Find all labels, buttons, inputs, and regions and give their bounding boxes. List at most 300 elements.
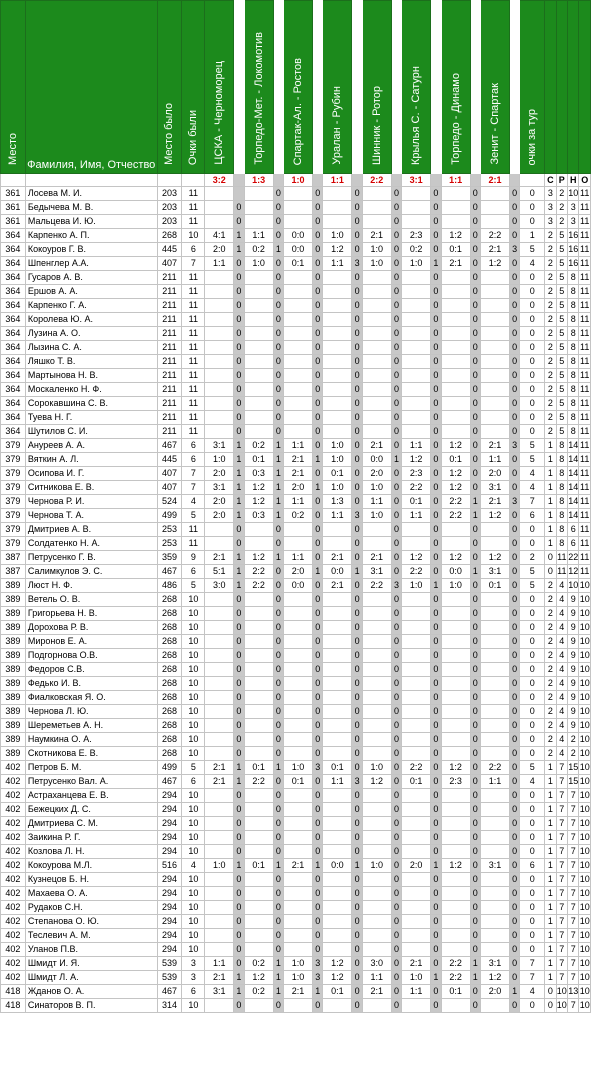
cell-prediction (441, 691, 470, 705)
cell-name: Григорьева Н. В. (25, 607, 157, 621)
cell-prediction (284, 621, 313, 635)
cell-match-points: 0 (352, 803, 362, 817)
header-row (1, 1, 591, 174)
cell-match-points: 0 (234, 313, 244, 327)
cell-stat: 3 (545, 187, 556, 201)
cell-match-points: 0 (509, 257, 519, 271)
cell-mesto: 402 (1, 831, 26, 845)
cell-stat: 2 (556, 201, 567, 215)
cell-name: Дорохова Р. В. (25, 621, 157, 635)
cell-ochki-byli: 7 (182, 257, 205, 271)
cell-mesto: 389 (1, 677, 26, 691)
cell-stat: 5 (556, 313, 567, 327)
cell-stat: 5 (556, 369, 567, 383)
cell-mesto-bylo: 407 (157, 481, 182, 495)
cell-prediction (480, 873, 509, 887)
cell-stat: 5 (556, 411, 567, 425)
cell-match-points: 0 (391, 845, 401, 859)
cell-prediction (284, 271, 313, 285)
cell-match-points: 1 (234, 481, 244, 495)
cell-stat: 7 (568, 887, 579, 901)
cell-stat: 2 (545, 635, 556, 649)
cell-stat: 9 (568, 677, 579, 691)
cell-prediction (362, 803, 391, 817)
cell-match-points: 0 (313, 215, 323, 229)
cell-ochki-byli: 7 (182, 467, 205, 481)
cell-match-points: 0 (431, 229, 441, 243)
cell-match-points: 0 (431, 425, 441, 439)
cell-prediction (244, 803, 273, 817)
cell-mesto-bylo: 294 (157, 929, 182, 943)
cell-prediction (402, 411, 431, 425)
cell-ochki-byli: 10 (182, 677, 205, 691)
table-row (1, 285, 591, 299)
cell-match-points: 0 (313, 747, 323, 761)
cell-prediction: 0:3 (244, 509, 273, 523)
table-row (1, 495, 591, 509)
cell-prediction (441, 327, 470, 341)
cell-stat: 11 (579, 369, 591, 383)
cell-match-points: 0 (470, 789, 480, 803)
cell-match-points: 0 (431, 621, 441, 635)
header-stat-n (568, 1, 579, 174)
cell-stat: 1 (545, 761, 556, 775)
cell-ochki-byli: 6 (182, 243, 205, 257)
cell-match-points: 0 (273, 831, 283, 845)
cell-ochki-byli: 10 (182, 845, 205, 859)
cell-stat: 13 (568, 985, 579, 999)
cell-prediction: 3:0 (362, 957, 391, 971)
table-row (1, 733, 591, 747)
cell-prediction (402, 929, 431, 943)
cell-mesto: 379 (1, 439, 26, 453)
cell-match-points: 0 (273, 929, 283, 943)
cell-name: Чернова Л. Ю. (25, 705, 157, 719)
cell-prediction (480, 313, 509, 327)
cell-ochki-byli: 10 (182, 789, 205, 803)
cell-prediction (323, 705, 352, 719)
cell-match-points: 0 (431, 901, 441, 915)
cell-prediction (323, 621, 352, 635)
cell-match-points: 0 (273, 915, 283, 929)
cell-prediction (323, 369, 352, 383)
cell-prediction (441, 383, 470, 397)
cell-prediction: 0:1 (402, 495, 431, 509)
cell-prediction (284, 327, 313, 341)
cell-ochki-za-tur: 6 (520, 509, 545, 523)
cell-prediction (323, 901, 352, 915)
cell-prediction (480, 397, 509, 411)
cell-prediction (362, 747, 391, 761)
cell-prediction (284, 705, 313, 719)
cell-stat: 11 (579, 215, 591, 229)
cell-prediction (402, 803, 431, 817)
cell-stat: 14 (568, 495, 579, 509)
cell-match-points: 0 (352, 537, 362, 551)
cell-mesto-bylo: 268 (157, 229, 182, 243)
table-row (1, 229, 591, 243)
cell-prediction (480, 523, 509, 537)
cell-match-points: 0 (509, 341, 519, 355)
cell-stat: 11 (556, 565, 567, 579)
cell-stat: 7 (568, 831, 579, 845)
cell-stat: 1 (545, 873, 556, 887)
cell-match-points: 0 (273, 733, 283, 747)
cell-prediction: 2:0 (205, 495, 234, 509)
cell-match-points: 0 (431, 341, 441, 355)
cell-stat: 11 (579, 201, 591, 215)
cell-prediction: 1:0 (244, 257, 273, 271)
actual-score: 1:0 (284, 174, 313, 187)
cell-match-points: 0 (352, 327, 362, 341)
cell-stat: 7 (556, 901, 567, 915)
cell-prediction (284, 341, 313, 355)
cell-mesto-bylo: 294 (157, 789, 182, 803)
cell-match-points: 3 (352, 509, 362, 523)
cell-ochki-byli: 10 (182, 887, 205, 901)
cell-stat: 7 (556, 887, 567, 901)
cell-stat: 7 (568, 873, 579, 887)
cell-mesto: 402 (1, 859, 26, 873)
cell-match-points: 0 (352, 439, 362, 453)
cell-mesto-bylo: 211 (157, 397, 182, 411)
cell-match-points: 0 (509, 509, 519, 523)
cell-ochki-za-tur: 0 (520, 999, 545, 1013)
cell-stat: 7 (568, 859, 579, 873)
cell-prediction: 2:3 (441, 775, 470, 789)
cell-ochki-za-tur: 0 (520, 663, 545, 677)
cell-prediction (323, 187, 352, 201)
cell-stat: 1 (545, 943, 556, 957)
cell-ochki-byli: 11 (182, 285, 205, 299)
cell-prediction (362, 383, 391, 397)
cell-match-points: 0 (352, 495, 362, 509)
cell-ochki-byli: 10 (182, 635, 205, 649)
cell-match-points: 0 (273, 635, 283, 649)
cell-prediction (362, 901, 391, 915)
cell-match-points: 0 (431, 817, 441, 831)
cell-prediction (323, 719, 352, 733)
cell-prediction (244, 691, 273, 705)
cell-prediction (402, 271, 431, 285)
cell-name: Ануреев А. А. (25, 439, 157, 453)
cell-match-points: 0 (431, 453, 441, 467)
cell-stat: 11 (579, 285, 591, 299)
cell-stat: 5 (556, 243, 567, 257)
cell-prediction (402, 327, 431, 341)
cell-ochki-byli: 5 (182, 761, 205, 775)
cell-name: Петрусенко Г. В. (25, 551, 157, 565)
cell-mesto: 389 (1, 579, 26, 593)
cell-stat: 7 (556, 803, 567, 817)
cell-prediction (402, 425, 431, 439)
cell-match-points: 1 (273, 957, 283, 971)
cell-mesto-bylo: 211 (157, 299, 182, 313)
cell-mesto: 402 (1, 803, 26, 817)
header-gap (313, 1, 323, 174)
cell-prediction (205, 831, 234, 845)
cell-ochki-byli: 3 (182, 971, 205, 985)
cell-prediction (284, 831, 313, 845)
cell-stat: 2 (545, 691, 556, 705)
cell-prediction (441, 789, 470, 803)
cell-stat: 1 (545, 859, 556, 873)
header-match-6: Крылья С. - Сатурн (402, 1, 431, 174)
cell-prediction (284, 789, 313, 803)
cell-prediction: 2:1 (480, 439, 509, 453)
cell-match-points: 0 (352, 761, 362, 775)
cell-mesto-bylo: 407 (157, 257, 182, 271)
cell-match-points: 0 (273, 201, 283, 215)
cell-prediction (205, 621, 234, 635)
cell-match-points: 0 (431, 663, 441, 677)
cell-prediction (441, 663, 470, 677)
cell-prediction: 1:2 (441, 467, 470, 481)
cell-stat: 6 (568, 537, 579, 551)
cell-prediction (480, 803, 509, 817)
cell-match-points: 0 (313, 229, 323, 243)
cell-match-points: 0 (352, 425, 362, 439)
cell-prediction: 2:2 (402, 565, 431, 579)
cell-prediction (441, 705, 470, 719)
cell-match-points: 0 (313, 467, 323, 481)
cell-prediction (402, 691, 431, 705)
table-row (1, 859, 591, 873)
cell-mesto-bylo: 268 (157, 663, 182, 677)
cell-mesto-bylo: 211 (157, 425, 182, 439)
cell-mesto: 364 (1, 327, 26, 341)
cell-match-points: 0 (313, 397, 323, 411)
cell-prediction (205, 943, 234, 957)
cell-prediction (402, 593, 431, 607)
cell-ochki-byli: 6 (182, 453, 205, 467)
cell-match-points: 0 (352, 915, 362, 929)
cell-match-points: 0 (313, 719, 323, 733)
cell-prediction: 2:1 (205, 761, 234, 775)
cell-ochki-za-tur: 0 (520, 523, 545, 537)
cell-match-points: 0 (431, 523, 441, 537)
cell-match-points: 0 (391, 943, 401, 957)
cell-prediction (441, 313, 470, 327)
cell-prediction (323, 411, 352, 425)
cell-mesto-bylo: 253 (157, 537, 182, 551)
cell-stat: 9 (568, 691, 579, 705)
cell-prediction: 0:1 (323, 761, 352, 775)
cell-stat: 9 (568, 719, 579, 733)
cell-match-points: 0 (509, 705, 519, 719)
cell-match-points: 0 (431, 929, 441, 943)
cell-name: Петрусенко Вал. А. (25, 775, 157, 789)
cell-mesto-bylo: 268 (157, 705, 182, 719)
cell-prediction (362, 677, 391, 691)
cell-prediction (441, 397, 470, 411)
cell-stat: 5 (556, 397, 567, 411)
cell-match-points: 0 (431, 747, 441, 761)
cell-match-points: 0 (431, 985, 441, 999)
cell-prediction (441, 803, 470, 817)
cell-ochki-za-tur: 2 (520, 551, 545, 565)
cell-match-points: 0 (234, 257, 244, 271)
cell-stat: 2 (545, 733, 556, 747)
cell-mesto: 402 (1, 943, 26, 957)
cell-name: Шмидт Л. А. (25, 971, 157, 985)
cell-ochki-za-tur: 5 (520, 579, 545, 593)
cell-match-points: 0 (273, 229, 283, 243)
cell-mesto: 389 (1, 705, 26, 719)
cell-match-points: 0 (313, 425, 323, 439)
cell-match-points: 1 (273, 985, 283, 999)
cell-match-points: 0 (391, 271, 401, 285)
cell-match-points: 0 (391, 873, 401, 887)
cell-match-points: 0 (470, 369, 480, 383)
cell-match-points: 0 (470, 845, 480, 859)
cell-prediction: 1:2 (441, 439, 470, 453)
cell-name: Шмидт И. Я. (25, 957, 157, 971)
cell-prediction (362, 999, 391, 1013)
cell-prediction: 1:0 (323, 229, 352, 243)
cell-match-points: 0 (470, 201, 480, 215)
cell-match-points: 0 (352, 201, 362, 215)
cell-prediction (284, 635, 313, 649)
cell-match-points: 0 (470, 299, 480, 313)
cell-prediction (284, 215, 313, 229)
header-stat-s (545, 1, 556, 174)
cell-match-points: 0 (431, 551, 441, 565)
cell-prediction (362, 341, 391, 355)
cell-match-points: 0 (391, 369, 401, 383)
cell-match-points: 0 (470, 761, 480, 775)
cell-ochki-byli: 6 (182, 985, 205, 999)
cell-match-points: 0 (391, 859, 401, 873)
cell-stat: 8 (556, 523, 567, 537)
cell-match-points: 1 (234, 579, 244, 593)
cell-prediction: 1:1 (323, 509, 352, 523)
cell-prediction: 0:2 (284, 509, 313, 523)
cell-match-points: 0 (509, 775, 519, 789)
cell-match-points: 0 (470, 551, 480, 565)
cell-prediction (284, 397, 313, 411)
cell-stat: 11 (579, 327, 591, 341)
cell-match-points: 0 (509, 369, 519, 383)
cell-stat: 1 (545, 439, 556, 453)
cell-prediction (244, 341, 273, 355)
cell-prediction (480, 677, 509, 691)
cell-match-points: 0 (234, 957, 244, 971)
cell-mesto: 364 (1, 411, 26, 425)
cell-match-points: 0 (352, 313, 362, 327)
cell-prediction (480, 215, 509, 229)
table-row (1, 719, 591, 733)
cell-ochki-za-tur: 0 (520, 887, 545, 901)
cell-name: Дмитриев А. В. (25, 523, 157, 537)
table-row (1, 873, 591, 887)
cell-match-points: 0 (273, 327, 283, 341)
cell-stat: 15 (568, 775, 579, 789)
cell-prediction (362, 187, 391, 201)
cell-ochki-byli: 7 (182, 481, 205, 495)
cell-ochki-za-tur: 0 (520, 201, 545, 215)
cell-mesto: 364 (1, 425, 26, 439)
cell-ochki-byli: 4 (182, 859, 205, 873)
cell-stat: 11 (579, 243, 591, 257)
cell-prediction (441, 523, 470, 537)
cell-ochki-byli: 5 (182, 579, 205, 593)
cell-match-points: 1 (234, 565, 244, 579)
cell-prediction (244, 943, 273, 957)
cell-prediction: 3:1 (205, 481, 234, 495)
cell-mesto-bylo: 294 (157, 831, 182, 845)
cell-match-points: 0 (509, 691, 519, 705)
cell-prediction (480, 593, 509, 607)
cell-mesto: 379 (1, 467, 26, 481)
cell-prediction (480, 929, 509, 943)
cell-match-points: 0 (352, 607, 362, 621)
cell-stat: 1 (545, 481, 556, 495)
cell-prediction (205, 607, 234, 621)
cell-prediction: 3:0 (205, 579, 234, 593)
cell-match-points: 0 (391, 509, 401, 523)
cell-match-points: 0 (234, 635, 244, 649)
cell-prediction (441, 929, 470, 943)
cell-prediction (323, 831, 352, 845)
cell-prediction (205, 733, 234, 747)
cell-match-points: 0 (313, 649, 323, 663)
cell-prediction (480, 383, 509, 397)
cell-match-points: 1 (273, 509, 283, 523)
cell-stat: 1 (545, 831, 556, 845)
cell-match-points: 0 (273, 789, 283, 803)
cell-prediction (402, 677, 431, 691)
cell-stat: 0 (545, 565, 556, 579)
cell-match-points: 0 (431, 215, 441, 229)
cell-stat: 10 (579, 971, 591, 985)
cell-ochki-byli: 11 (182, 299, 205, 313)
cell-match-points: 0 (509, 761, 519, 775)
cell-stat: 14 (568, 439, 579, 453)
cell-match-points: 0 (234, 663, 244, 677)
cell-match-points: 0 (391, 495, 401, 509)
cell-match-points: 0 (352, 929, 362, 943)
cell-prediction: 2:0 (480, 985, 509, 999)
cell-prediction: 2:3 (402, 229, 431, 243)
cell-mesto-bylo: 268 (157, 691, 182, 705)
cell-name: Бежецких Д. С. (25, 803, 157, 817)
cell-prediction (205, 285, 234, 299)
cell-ochki-za-tur: 4 (520, 481, 545, 495)
cell-prediction (323, 355, 352, 369)
cell-prediction (284, 901, 313, 915)
cell-prediction (205, 215, 234, 229)
cell-match-points: 0 (313, 355, 323, 369)
cell-ochki-za-tur: 1 (520, 229, 545, 243)
cell-prediction (362, 873, 391, 887)
cell-mesto-bylo: 253 (157, 523, 182, 537)
cell-prediction (480, 369, 509, 383)
cell-ochki-za-tur: 5 (520, 243, 545, 257)
cell-match-points: 0 (352, 271, 362, 285)
cell-match-points: 0 (509, 789, 519, 803)
cell-name: Шереметьев А. Н. (25, 719, 157, 733)
cell-name: Жданов О. А. (25, 985, 157, 999)
cell-name: Карпенко Г. А. (25, 299, 157, 313)
cell-stat: 3 (545, 201, 556, 215)
cell-ochki-za-tur: 0 (520, 271, 545, 285)
cell-stat: 7 (556, 831, 567, 845)
cell-prediction (244, 845, 273, 859)
cell-match-points: 0 (391, 285, 401, 299)
cell-prediction: 1:2 (441, 229, 470, 243)
cell-match-points: 0 (352, 635, 362, 649)
